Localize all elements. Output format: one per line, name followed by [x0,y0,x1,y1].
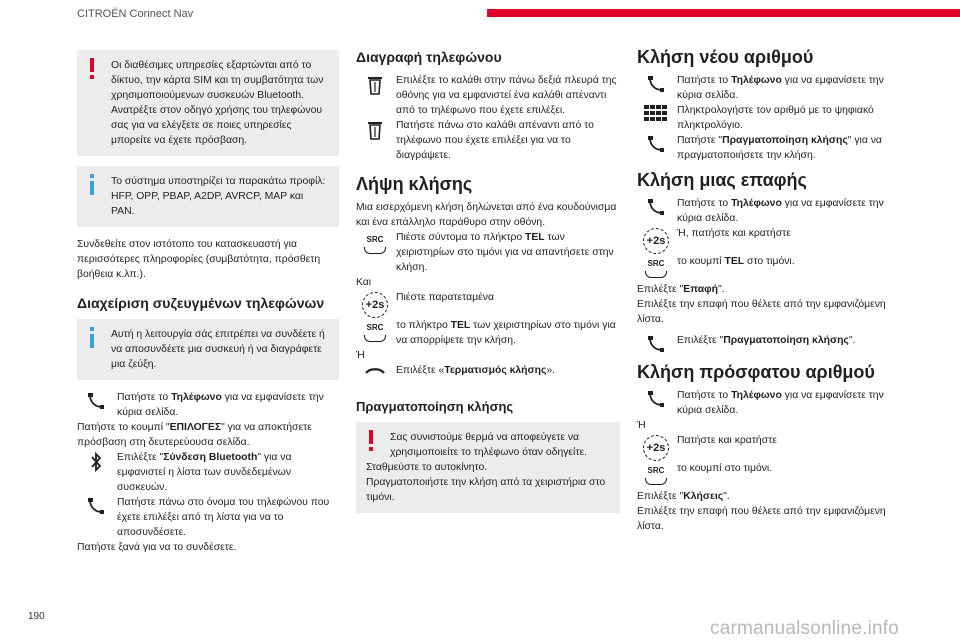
phone-icon [643,75,669,98]
or-text: Και [356,277,372,288]
column-1 [77,50,339,555]
bluetooth-icon [83,452,109,477]
header-title: CITROËN Connect Nav [77,8,194,20]
manage-heading: Διαχείριση συζευγμένων τηλεφώνων [77,295,325,311]
phone-icon [643,135,669,158]
trash-icon [362,120,388,145]
visit-text: Συνδεθείτε στον ιστότοπο του κατασκευαστή για περισσότερες πληροφορίες (συμβατότητα, πρόσθετη βοήθεια κ.λπ.). [77,239,321,280]
new-number-heading: Κλήση νέου αριθμού [637,47,814,67]
step-options: Πατήστε το κουμπί "ΕΠΙΛΟΓΕΣ" για να αποκτήσετε πρόσβαση στη δευτερεύουσα σελίδα. [77,422,312,448]
keypad-icon [643,105,669,126]
watermark: carmanualsonline.info [710,618,900,639]
phone-icon [83,392,109,415]
step-disconnect: Πατήστε πάνω στο όνομα του τηλεφώνου που έχετε επιλέξει από τη λίστα για να το αποσυνδέσετε. [77,495,339,540]
hold-2s-icon: +2s [643,435,669,461]
delete-step-1: Επιλέξτε το καλάθι στην πάνω δεξιά πλευρά της οθόνης για να εμφανιστεί ένα καλάθι απέναντι από το τηλέφωνο που έχετε επιλέξει. [396,75,617,116]
make-call-warning: Σας συνιστούμε θερμά να αποφεύγετε να χρησιμοποιείτε το τηλέφωνο όταν οδηγείτε. Σταθμεύστε το αυτοκίνητο. Πραγματοποιήστε την κλήση από τα χειριστήρια στο τιμόνι. [356,422,620,513]
warning-text: Οι διαθέσιμες υπηρεσίες εξαρτώνται από το δίκτυο, την κάρτα SIM και τη συμβατότητα των χρησιμοποιούμενων συσκευών Bluetooth. Ανατρέξτε στον οδηγό χρήσης του τηλεφώνου σας για να ελέγξετε σε ποιες υπηρεσίες μπορείτε να έχετε πρόσβαση. [111,60,324,146]
receive-heading: Λήψη κλήσης [356,174,473,194]
tap-icon [83,497,109,520]
receive-intro: Μια εισερχόμενη κλήση δηλώνεται από ένα κουδούνισμα και ένα επάλληλο παράθυρο στην οθόνη. [356,202,617,228]
step-bluetooth: Επιλέξτε "Σύνδεση Bluetooth" για να εμφανιστεί η λίστα των συνδεδεμένων συσκευών. [77,450,339,495]
make-call-heading: Πραγματοποίηση κλήσης [356,399,514,414]
src-button-icon: SRC [362,320,388,342]
info-icon [87,327,97,354]
src-button-icon: SRC [643,463,669,485]
warning-icon [366,430,376,457]
step-reconnect: Πατήστε ξανά για να το συνδέσετε. [77,542,237,553]
hold-2s-icon: +2s [362,292,388,318]
src-button-icon: SRC [643,256,669,278]
delete-step-2: Πατήστε πάνω στο καλάθι απέναντι από το τηλέφωνο που έχετε επιλέξει για να το διαγράψετε. [396,120,594,161]
info-text: Το σύστημα υποστηρίζει τα παρακάτω προφίλ: HFP, OPP, PBAP, A2DP, AVRCP, MAP και PAN. [111,176,326,217]
src-button-icon: SRC [362,232,388,254]
info-box [77,166,339,227]
column-3: Κλήση νέου αριθμού Πατήστε το Τηλέφωνο για να εμφανίσετε την κύρια σελίδα. Πληκτρολογήστε τον αριθμό με το ψηφιακό πληκτρολόγιο. Πατήστε "Πραγματοποίηση κλήσης" για να πραγματοποιήσετε την κλήση. Κλήση μιας επαφής Πατήστε το Τηλέφωνο για να εμφανίσετε την κύρια σελίδα. +2s Ή, πατήστε και κρατήστε SRC το κουμπί TEL στο τιμόνι. Επιλέξτε "Επαφή". Επιλέξτε την επαφή που θέλετε από την εμφανιζόμενη λίστα. Επιλέξτε "Πραγματοποίηση κλήσης". Κλήση πρόσφατου αριθμού Πατήστε το Τηλέφωνο για να εμφανίσετε την κύρια σελίδα. Ή +2s Πατήστε και κρατήστε SRC το κουμπί στο τιμόνι. Επιλέξτε "Κλήσεις". Επιλέξτε την επαφή που θέλετε από την εμφανιζόμενη λίστα. [637,50,893,534]
warning-icon [87,58,97,85]
header-accent-bar [487,9,960,17]
phone-icon [643,335,669,358]
hang-up-icon [362,365,388,382]
phone-icon [643,390,669,413]
manage-info-box [77,319,339,380]
manage-info-text: Αυτή η λειτουργία σάς επιτρέπει να συνδέετε ή να αποσυνδέετε μια συσκευή ή να διαγράφετε μια ζεύξη. [111,329,325,370]
or-text-2: Ή [356,350,365,361]
step-phone: Πατήστε το Τηλέφωνο για να εμφανίσετε την κύρια σελίδα. [77,390,339,420]
info-icon [87,174,97,201]
warning-box [77,50,339,156]
recent-heading: Κλήση πρόσφατου αριθμού [637,362,875,382]
trash-icon [362,75,388,100]
contact-heading: Κλήση μιας επαφής [637,170,807,190]
phone-icon [643,198,669,221]
column-2: Διαγραφή τηλεφώνου Επιλέξτε το καλάθι στην πάνω δεξιά πλευρά της οθόνης για να εμφανιστεί ένα καλάθι απέναντι από το τηλέφωνο που έχετε επιλέξει. Πατήστε πάνω στο καλάθι απέναντι από το τηλέφωνο που έχετε επιλέξει για να το διαγράψετε. Λήψη κλήσης Μια εισερχόμενη κλήση δηλώνεται από ένα κουδούνισμα και ένα επάλληλο παράθυρο στην οθόνη. SRC Πιέστε σύντομα το πλήκτρο TEL των χειριστηρίων στο τιμόνι για να απαντήσετε στην κλήση. Και +2s Πιέστε παρατεταμένα SRC το πλήκτρο TEL των χειριστηρίων στο τιμόνι για να απορρίψετε την κλήση. Ή Επιλέξτε «Τερματισμός κλήσης». Πραγματοποίηση κλήσης Σας συνιστούμε θερμά να αποφεύγετε να χρησιμοποιείτε το τηλέφωνο όταν οδηγείτε. Σταθμεύστε το αυτοκίνητο. Πραγματοποιήστε την κλήση από τα χειριστήρια στο τιμόνι. [356,50,620,513]
delete-heading: Διαγραφή τηλεφώνου [356,49,502,65]
hold-2s-icon: +2s [643,228,669,254]
page-number: 190 [28,611,45,622]
receive-hold: Πιέστε παρατεταμένα [396,292,494,303]
